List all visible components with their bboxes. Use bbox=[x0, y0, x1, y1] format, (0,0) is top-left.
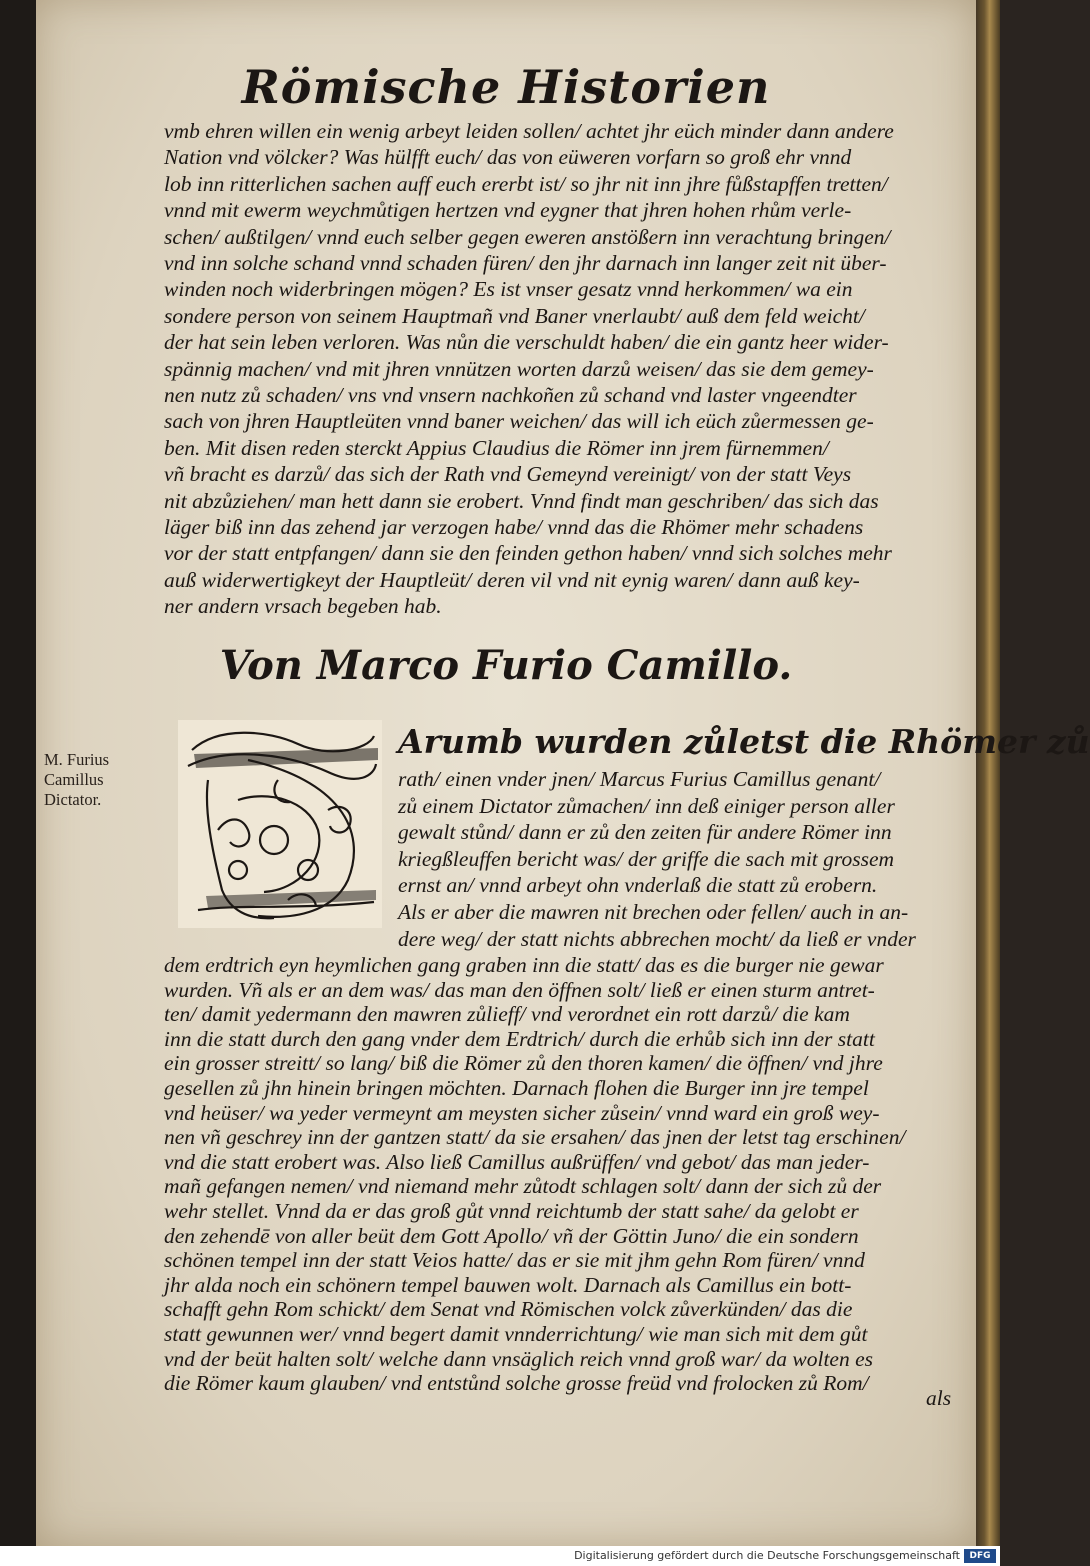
text-line: nen vñ geschrey inn der gantzen statt/ da sie ersahen/ das jnen der letst tag erschinen/ bbox=[164, 1125, 906, 1150]
text-line: zů einem Dictator zůmachen/ inn deß einiger person aller bbox=[398, 793, 895, 818]
text-line: auß widerwertigkeyt der Hauptleüt/ deren vil vnd nit eynig waren/ dann auß key- bbox=[164, 567, 860, 592]
catchword: als bbox=[926, 1386, 952, 1410]
text-line: läger biß inn das zehend jar verzogen habe/ vnnd das die Rhömer mehr schadens bbox=[164, 515, 864, 539]
text-line: der hat sein leben verloren. Was nůn die verschuldt haben/ die ein gantz heer wider- bbox=[164, 330, 889, 355]
text-line: vor der statt entpfangen/ dann sie den feinden gethon haben/ vnnd sich solches mehr bbox=[164, 541, 892, 566]
text-line: gesellen zů jhn hinein bringen möchten. Darnach flohen die Burger inn jre tempel bbox=[164, 1076, 869, 1100]
decorated-initial bbox=[178, 720, 382, 928]
text-line: schen/ außtilgen/ vnnd euch selber gegen eweren anstößern inn verachtung bringen/ bbox=[164, 224, 891, 249]
text-line: schafft gehn Rom schickt/ dem Senat vnd Römischen volck zůverkünden/ das die bbox=[164, 1297, 853, 1322]
text-line: wehr stellet. Vnnd da er das groß gůt vnnd reichtumb der statt sahe/ da gelobt er bbox=[164, 1199, 859, 1223]
text-line: schönen tempel inn der statt Veios hatte/ das er sie mit jhm gehn Rom füren/ vnnd bbox=[164, 1248, 865, 1273]
text-line: vñ bracht es darzů/ das sich der Rath vnd Gemeynd vereinigt/ von der statt Veys bbox=[164, 462, 852, 487]
text-line: ein grosser streitt/ so lang/ biß die Römer zů den thoren kamen/ die öffnen/ vnd jhre bbox=[164, 1051, 883, 1076]
text-line: den zehendē von aller beüt dem Gott Apollo/ vñ der Göttin Juno/ die ein sondern bbox=[164, 1223, 859, 1248]
section-heading: Von Marco Furio Camillo. bbox=[219, 642, 793, 689]
text-line: rath/ einen vnder jnen/ Marcus Furius Camillus genant/ bbox=[398, 767, 881, 791]
text-line: ten/ damit yedermann den mawren zůlieff/ vnd verordnet ein rott darzů/ die kam bbox=[164, 1002, 850, 1027]
chapter-first-line: Arumb wurden zůletst die Rhömer zů bbox=[398, 722, 1090, 761]
text-line: dem erdtrich eyn heymlichen gang graben inn die statt/ das es die burger nie gewar bbox=[164, 953, 884, 977]
text-line: sach von jhren Hauptleüten vnnd baner weichen/ das will ich eüch zůermessen ge- bbox=[164, 409, 874, 434]
text-line: vnd inn solche schand vnnd schaden füren/ den jhr darnach inn langer zeit nit über- bbox=[164, 251, 887, 275]
text-line: vnnd mit ewerm weychmůtigen hertzen vnd eygner that jhren hohen rhům verle- bbox=[164, 198, 852, 223]
text-line: sondere person von seinem Hauptmañ vnd Baner vnerlaubt/ auß dem feld weicht/ bbox=[164, 303, 865, 328]
text-line: mañ gefangen nemen/ vnd niemand mehr zůtodt schlagen solt/ dann der sich zů der bbox=[164, 1174, 882, 1199]
text-line: winden noch widerbringen mögen? Es ist vnser gesatz vnnd herkommen/ wa ein bbox=[164, 277, 853, 302]
text-line: Nation vnd völcker? Was hülfft euch/ das von eüweren vorfarn so groß ehr vnnd bbox=[164, 145, 852, 170]
footer-credit: Digitalisierung gefördert durch die Deutsche Forschungsgemeinschaft bbox=[574, 1549, 960, 1562]
text-line: die Römer kaum glauben/ vnd entstůnd solche grosse freüd vnd frolocken zů Rom/ bbox=[164, 1371, 869, 1396]
marginal-note-line: Camillus bbox=[44, 770, 104, 789]
dfg-logo: DFG bbox=[964, 1549, 996, 1563]
text-line: kriegßleuffen bericht was/ der griffe die sach mit grossem bbox=[398, 846, 895, 871]
text-line: ner andern vrsach begeben hab. bbox=[164, 594, 442, 619]
text-line: statt gewunnen wer/ vnnd begert damit vnnderrichtung/ wie man sich mit dem gůt bbox=[164, 1322, 868, 1346]
text-line: vnd der beüt halten solt/ welche dann vnsäglich reich vnnd groß war/ da wolten es bbox=[164, 1346, 873, 1371]
running-head: Römische Historien bbox=[241, 60, 771, 114]
marginal-note-line: M. Furius bbox=[44, 750, 110, 769]
text-line: vnd heüser/ wa yeder vermeynt am meysten sicher zůsein/ vnnd ward ein groß wey- bbox=[164, 1100, 880, 1125]
text-line: lob inn ritterlichen sachen auff euch ererbt ist/ so jhr nit inn jhre fůßstapffen tretten/ bbox=[164, 171, 888, 196]
text-line: spännig machen/ vnd mit jhren vnnützen worten darzů weisen/ das sie dem gemey- bbox=[164, 356, 874, 381]
text-line: nit abzůziehen/ man hett dann sie erobert. Vnnd findt man geschriben/ das sich das bbox=[164, 488, 879, 513]
text-line: inn die statt durch den gang vnder dem Erdtrich/ durch die erhůb sich inn der statt bbox=[164, 1026, 875, 1051]
text-line: dere weg/ der statt nichts abbrechen mocht/ da ließ er vnder bbox=[398, 926, 916, 951]
text-line: ernst an/ vnnd arbeyt ohn vnderlaß die statt zů erobern. bbox=[398, 873, 878, 898]
book-page bbox=[36, 0, 1090, 1546]
marginal-note bbox=[44, 750, 174, 810]
text-line: Als er aber die mawren nit brechen oder fellen/ auch in an- bbox=[398, 900, 909, 924]
text-line: ben. Mit disen reden sterckt Appius Claudius die Römer inn jrem fürnemmen/ bbox=[164, 435, 829, 460]
text-line: vmb ehren willen ein wenig arbeyt leiden sollen/ achtet jhr eüch minder dann andere bbox=[164, 119, 894, 143]
book-spine bbox=[974, 0, 1000, 1566]
digitization-footer bbox=[0, 1546, 1000, 1566]
text-line: wurden. Vñ als er an dem was/ das man den öffnen solt/ ließ er einen sturm antret- bbox=[164, 977, 875, 1002]
marginal-note-line: Dictator. bbox=[44, 790, 102, 809]
text-line: jhr alda noch ein schönern tempel bauwen wolt. Darnach als Camillus ein bott- bbox=[164, 1272, 852, 1297]
text-line: vnd die statt erobert was. Also ließ Camillus außrüffen/ vnd gebot/ das man jeder- bbox=[164, 1149, 870, 1174]
text-line: nen nutz zů schaden/ vns vnd vnsern nachkoñen zů schand vnd laster vngeendter bbox=[164, 383, 857, 407]
text-line: gewalt stůnd/ dann er zů den zeiten für andere Römer inn bbox=[398, 820, 892, 845]
